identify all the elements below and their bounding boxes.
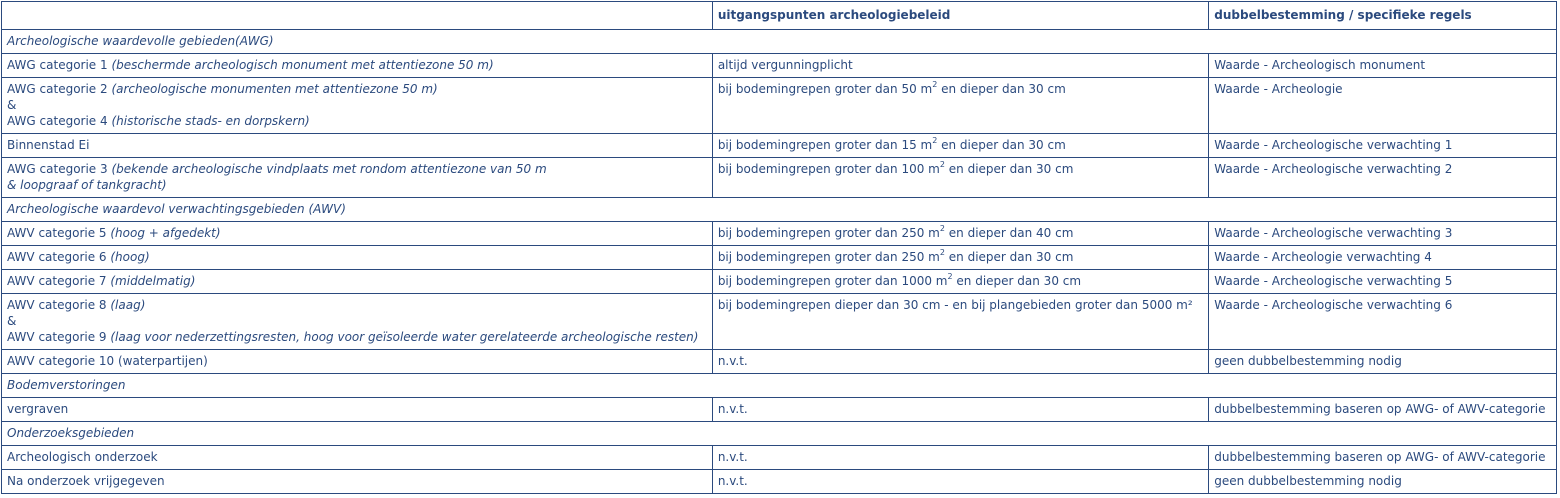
category-line: [7, 449, 707, 465]
rule-cell: Waarde - Archeologische verwachting 6: [1209, 294, 1557, 350]
policy-cell: n.v.t.: [712, 350, 1208, 374]
category-name-2: AWG categorie 4: [7, 114, 112, 128]
category-cell: [2, 246, 713, 270]
superscript-2: 2: [939, 160, 945, 169]
category-description: (hoog + afgedekt): [110, 226, 221, 240]
category-line: [7, 137, 707, 153]
table-row: [2, 222, 1557, 246]
category-name: AWG categorie 3: [7, 162, 112, 176]
header-rules: dubbelbestemming / specifieke regels: [1209, 2, 1557, 30]
rule-cell: Waarde - Archeologische verwachting 3: [1209, 222, 1557, 246]
category-name-2: AWV categorie 9: [7, 330, 111, 344]
category-line-2: [7, 113, 707, 129]
category-cell: [2, 270, 713, 294]
category-description: (beschermde archeologisch monument met attentiezone 50 m): [111, 58, 494, 72]
category-line: [7, 225, 707, 241]
superscript-2: 2: [932, 80, 938, 89]
category-cell: [2, 158, 713, 198]
category-name: AWG categorie 2: [7, 82, 112, 96]
policy-text: bij bodemingrepen groter dan 15 m: [717, 138, 933, 152]
category-line: [7, 57, 707, 73]
table-row: [2, 134, 1557, 158]
category-description: (bekende archeologische vindplaats met rondom attentiezone van 50 m: [111, 162, 547, 176]
table-row: [2, 350, 1557, 374]
table-row: [2, 78, 1557, 134]
policy-cell: [712, 134, 1208, 158]
category-description: (middelmatig): [110, 274, 196, 288]
superscript-2: 2: [932, 136, 938, 145]
rule-cell: dubbelbestemming baseren op AWG- of AWV-categorie: [1209, 398, 1557, 422]
ampersand: &: [7, 314, 17, 328]
category-name: AWV categorie 8: [7, 298, 111, 312]
section-label: Onderzoeksgebieden: [2, 422, 1557, 446]
category-cell: [2, 54, 713, 78]
category-cell: [2, 446, 713, 470]
category-description: (archeologische monumenten met attentiezone 50 m): [111, 82, 438, 96]
section-label: Archeologische waardevol verwachtingsgebieden (AWV): [2, 198, 1557, 222]
category-name: AWV categorie 6: [7, 250, 111, 264]
rule-cell: Waarde - Archeologische verwachting 5: [1209, 270, 1557, 294]
category-name: AWG categorie 1: [7, 58, 112, 72]
category-line: [7, 353, 707, 369]
category-name: AWV categorie 7: [7, 274, 111, 288]
table-row: [2, 470, 1557, 494]
policy-text-end: en dieper dan 30 cm: [952, 274, 1082, 288]
category-line: [7, 161, 707, 177]
section-row: [2, 30, 1557, 54]
policy-cell: n.v.t.: [712, 398, 1208, 422]
policy-cell: [712, 158, 1208, 198]
category-cell: [2, 294, 713, 350]
header-category: [2, 2, 713, 30]
category-line-2: [7, 329, 707, 345]
policy-cell: [712, 222, 1208, 246]
category-description-2: (historische stads- en dorpskern): [111, 114, 310, 128]
category-name: AWV categorie 5: [7, 226, 111, 240]
table-row: [2, 294, 1557, 350]
category-name: vergraven: [7, 402, 69, 416]
policy-text-end: en dieper dan 30 cm: [937, 82, 1066, 96]
category-line: [7, 81, 707, 97]
policy-cell: n.v.t.: [712, 470, 1208, 494]
table-body: [2, 30, 1557, 494]
category-cell: [2, 470, 713, 494]
category-line: [7, 273, 707, 289]
rule-cell: Waarde - Archeologie verwachting 4: [1209, 246, 1557, 270]
category-cell: [2, 222, 713, 246]
rule-cell: Waarde - Archeologie: [1209, 78, 1557, 134]
policy-cell: [712, 78, 1208, 134]
policy-cell: altijd vergunningplicht: [712, 54, 1208, 78]
category-cell: [2, 350, 713, 374]
section-label: Bodemverstoringen: [2, 374, 1557, 398]
policy-cell: n.v.t.: [712, 446, 1208, 470]
rule-cell: Waarde - Archeologische verwachting 2: [1209, 158, 1557, 198]
superscript-2: 2: [939, 248, 945, 257]
section-label: Archeologische waardevolle gebieden(AWG): [2, 30, 1557, 54]
superscript-2: 2: [939, 224, 945, 233]
category-line: [7, 249, 707, 265]
category-description: (hoog): [110, 250, 150, 264]
category-name: Archeologisch onderzoek: [7, 450, 158, 464]
rule-cell: geen dubbelbestemming nodig: [1209, 470, 1557, 494]
category-description-2: (laag voor nederzettingsresten, hoog voor geïsoleerde water gerelateerde archeologische resten): [110, 330, 699, 344]
category-cell: [2, 398, 713, 422]
table-row: [2, 246, 1557, 270]
category-name: Na onderzoek vrijgegeven: [7, 474, 165, 488]
ampersand: &: [7, 98, 17, 112]
category-name: AWV categorie 10 (waterpartijen): [7, 354, 208, 368]
rule-cell: geen dubbelbestemming nodig: [1209, 350, 1557, 374]
table-row: [2, 270, 1557, 294]
section-row: [2, 422, 1557, 446]
category-line: [7, 297, 707, 313]
section-row: [2, 374, 1557, 398]
policy-text-end: en dieper dan 30 cm: [944, 162, 1074, 176]
table-row: [2, 446, 1557, 470]
category-description-cont: & loopgraaf of tankgracht): [7, 178, 167, 192]
category-name: Binnenstad Ei: [7, 138, 90, 152]
policy-text: bij bodemingrepen groter dan 250 m: [717, 250, 940, 264]
category-line: [7, 473, 707, 489]
category-cell: [2, 134, 713, 158]
superscript-2: 2: [947, 272, 953, 281]
policy-text: bij bodemingrepen groter dan 100 m: [717, 162, 940, 176]
policy-cell: bij bodemingrepen dieper dan 30 cm - en bij plangebieden groter dan 5000 m²: [712, 294, 1208, 350]
policy-cell: [712, 270, 1208, 294]
policy-text-end: en dieper dan 40 cm: [944, 226, 1074, 240]
table-row: [2, 54, 1557, 78]
category-line: [7, 401, 707, 417]
table-row: [2, 158, 1557, 198]
rule-cell: Waarde - Archeologische verwachting 1: [1209, 134, 1557, 158]
category-cell: [2, 78, 713, 134]
section-row: [2, 198, 1557, 222]
rule-cell: dubbelbestemming baseren op AWG- of AWV-categorie: [1209, 446, 1557, 470]
policy-text: bij bodemingrepen groter dan 1000 m: [717, 274, 948, 288]
header-row: [2, 2, 1557, 30]
table-row: [2, 398, 1557, 422]
policy-text: bij bodemingrepen groter dan 50 m: [717, 82, 933, 96]
category-description: (laag): [110, 298, 146, 312]
archaeology-policy-table: [1, 1, 1557, 494]
policy-cell: [712, 246, 1208, 270]
policy-text-end: en dieper dan 30 cm: [937, 138, 1066, 152]
policy-text: bij bodemingrepen groter dan 250 m: [717, 226, 940, 240]
header-policy: uitgangspunten archeologiebeleid: [712, 2, 1208, 30]
rule-cell: Waarde - Archeologisch monument: [1209, 54, 1557, 78]
policy-text-end: en dieper dan 30 cm: [944, 250, 1074, 264]
